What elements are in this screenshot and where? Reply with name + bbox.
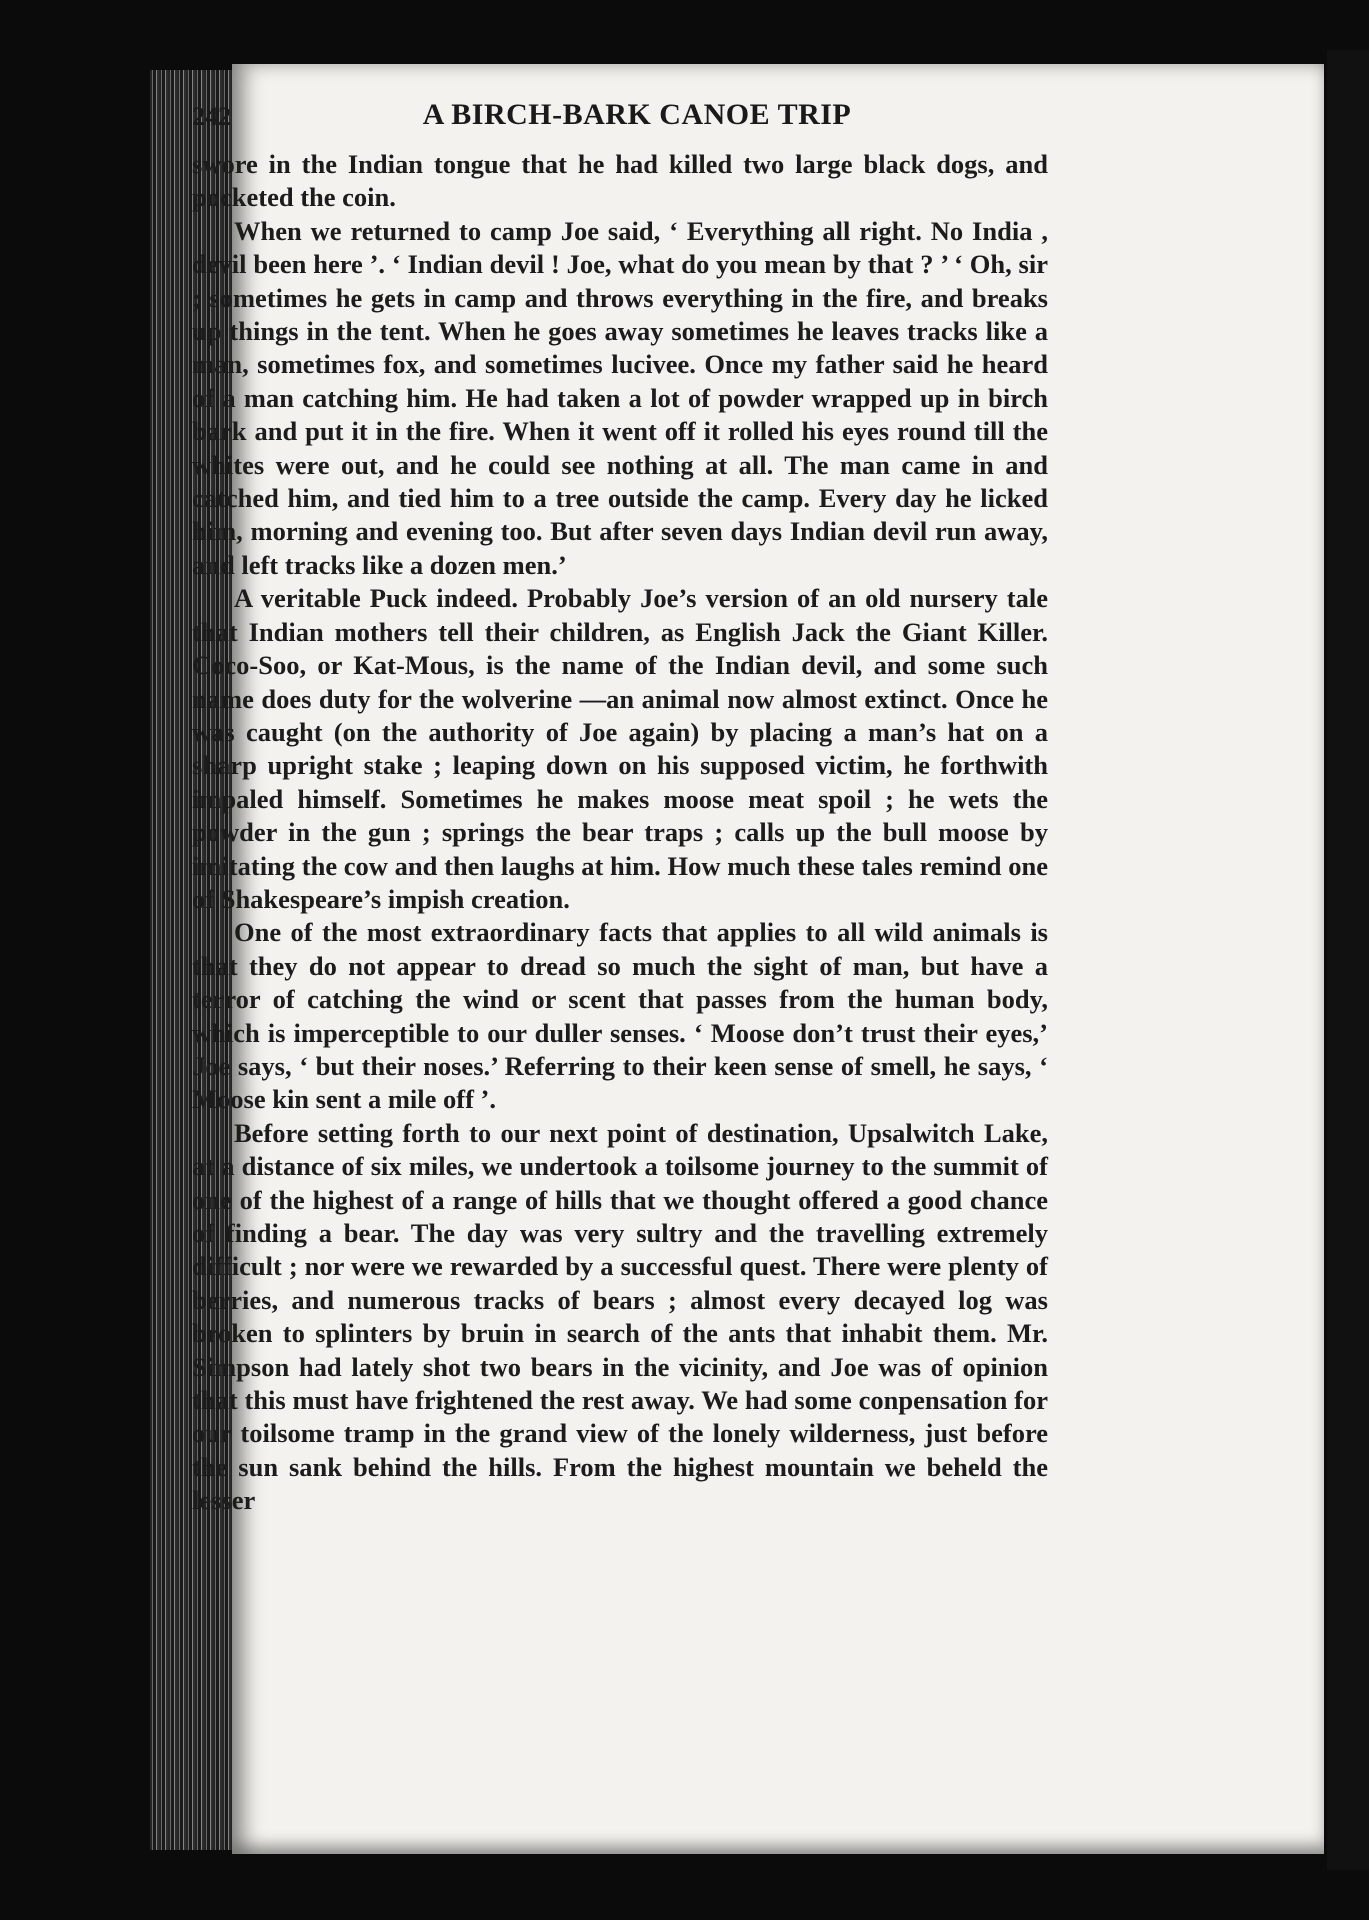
scan-border [1327,50,1369,1870]
page-number: 242 [192,102,231,131]
page-header [192,92,1082,142]
paragraph: One of the most extraordinary facts that applies to all wild animals is that they do not appear to dread so much the sight of man, but have a terror of catching the wind or scent that passes from the human body, which is imperceptible to our duller senses. ‘ Moose don’t trust their eyes,’ Joe says, ‘ but their noses.’ Referring to their keen sense of smell, he says, ‘ Moose kin sent a mile off ’. [192,917,1048,1115]
paragraph: swore in the Indian tongue that he had killed two large black dogs, and pocketed the coin. [192,149,1048,213]
body-text [192,148,1048,1518]
paragraph: When we returned to camp Joe said, ‘ Everything all right. No India , devil been here ’. ‘ Indian devil ! Joe, what do you mean by that ? ’ ‘ Oh, sir ; sometimes he gets in camp and throws everything in the fire, and breaks up things in the tent. When he goes away sometimes he leaves tracks like a man, sometimes fox, and sometimes lucivee. Once my father said he heard of a man catching him. He had taken a lot of powder wrapped up in birch bark and put it in the fire. When it went off it rolled his eyes round till the whites were out, and he could see nothing at all. The man came in and catched him, and tied him to a tree outside the camp. Every day he licked him, morning and evening too. But after seven days Indian devil run away, and left tracks like a dozen men.’ [192,215,1048,580]
paragraph: Before setting forth to our next point of destination, Upsalwitch Lake, at a distance of six miles, we undertook a toilsome journey to the summit of one of the highest of a range of hills that we thought offered a good chance of finding a bear. The day was very sultry and the travelling extremely difficult ; nor were we rewarded by a successful quest. There were plenty of berries, and numerous tracks of bears ; almost every decayed log was broken to splinters by bruin in search of the ants that inhabit them. Mr. Simpson had lately shot two bears in the vicinity, and Joe was of opinion that this must have frightened the rest away. We had some conpensation for our toilsome tramp in the grand view of the lonely wilderness, just before the sun sank behind the hills. From the highest mountain we beheld the lesser [192,1117,1048,1516]
running-head: A BIRCH-BARK CANOE TRIP [422,98,852,131]
paragraph: A veritable Puck indeed. Probably Joe’s version of an old nursery tale that Indian mothers tell their children, as English Jack the Giant Killer. Coco-Soo, or Kat-Mous, is the name of the Indian devil, and some such name does duty for the wolverine —an animal now almost extinct. Once he was caught (on the authority of Joe again) by placing a man’s hat on a sharp upright stake ; leaping down on his supposed victim, he forthwith impaled himself. Sometimes he makes moose meat spoil ; he wets the powder in the gun ; springs the bear traps ; calls up the bull moose by imitating the cow and then laughs at him. How much these tales remind one of Shakespeare’s impish creation. [192,583,1048,914]
